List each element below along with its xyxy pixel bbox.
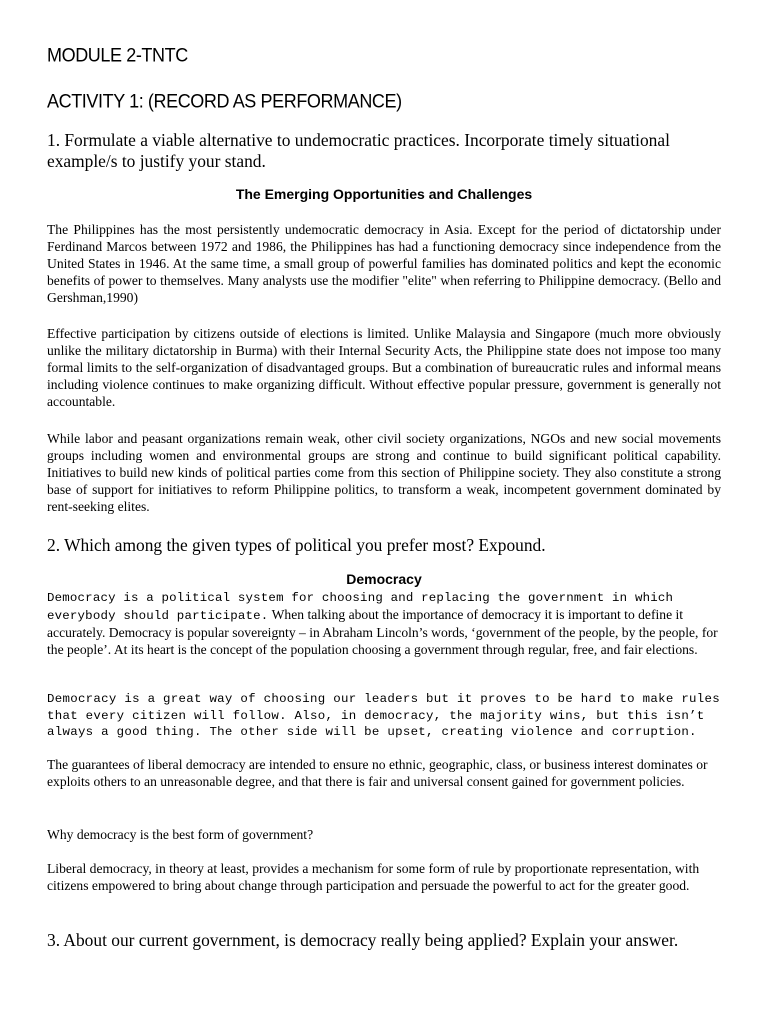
q1-paragraph-1: The Philippines has the most persistently undemocratic democracy in Asia. Except for the period of dictatorship under Ferdinand Marcos between 1972 and 1986, the Philippines has had a functioning democracy since independence from the United States in 1946. At the same time, a small group of powerful families has dominated politics and kept the economic benefits of power to themselves. Many analysts use the modifier "elite" when referring to Philippine democracy. (Bello and Gershman,1990) <box>47 222 721 305</box>
q2-paragraph-2: Democracy is a great way of choosing our leaders but it proves to be hard to make rules that every citizen will follow. Also, in democracy, the majority wins, but this isn’t always a good thing. The other side will be upset, creating violence and corruption. <box>47 692 720 740</box>
question-2-subtitle: Democracy <box>346 571 422 587</box>
q2-paragraph-3: The guarantees of liberal democracy are intended to ensure no ethnic, geographic, class, or business interest dominates or exploits others to an unreasonable degree, and that there is fair and universal consent gained for government policies. <box>47 757 708 789</box>
activity-title: ACTIVITY 1: (RECORD AS PERFORMANCE) <box>47 90 402 112</box>
q2-paragraph-4: Liberal democracy, in theory at least, provides a mechanism for some form of rule by proportionate representation, with citizens empowered to bring about change through participation and persuade the powerful to act for the greater good. <box>47 861 700 893</box>
question-3: 3. About our current government, is democracy really being applied? Explain your answer. <box>47 930 679 950</box>
q2-paragraph-1-mono: Democracy is a political system for choosing and replacing the government in which everybody should participate. <box>47 591 674 623</box>
q1-paragraph-3: While labor and peasant organizations remain weak, other civil society organizations, NGOs and new social movements groups including women and environmental groups are strong and continue to build significant political capability. Initiatives to build new kinds of political parties come from this section of Philippine society. They also constitute a strong base of support for initiatives to reform Philippine politics, to transform a weak, incompetent government dominated by rent-seeking elites. <box>47 431 721 514</box>
q2-paragraph-1-rest: When talking about the importance of democracy it is important to define it accurately. Democracy is popular sovereignty – in Abraham Lincoln’s words, ‘government of the people, by the people, for the people’. At its heart is the concept of the population choosing a government through regular, free, and fair elections. <box>47 606 718 657</box>
q2-paragraph-1 <box>47 589 721 659</box>
question-1: 1. Formulate a viable alternative to undemocratic practices. Incorporate timely situational example/s to justify your stand. <box>47 130 670 171</box>
q1-paragraph-2: Effective participation by citizens outside of elections is limited. Unlike Malaysia and Singapore (much more obviously unlike the military dictatorship in Burma) with their Internal Security Acts, the Philippine state does not impose too many formal limits to the self-organization of disadvantaged groups. But a combination of bureaucratic rules and informal means including violence continues to make organizing difficult. Without effective popular pressure, government is generally not accountable. <box>47 326 721 409</box>
question-1-subtitle: The Emerging Opportunities and Challenges <box>235 186 533 202</box>
module-title: MODULE 2-TNTC <box>47 44 188 66</box>
question-2: 2. Which among the given types of political you prefer most? Expound. <box>47 535 546 555</box>
why-democracy-heading: Why democracy is the best form of government? <box>47 827 314 842</box>
